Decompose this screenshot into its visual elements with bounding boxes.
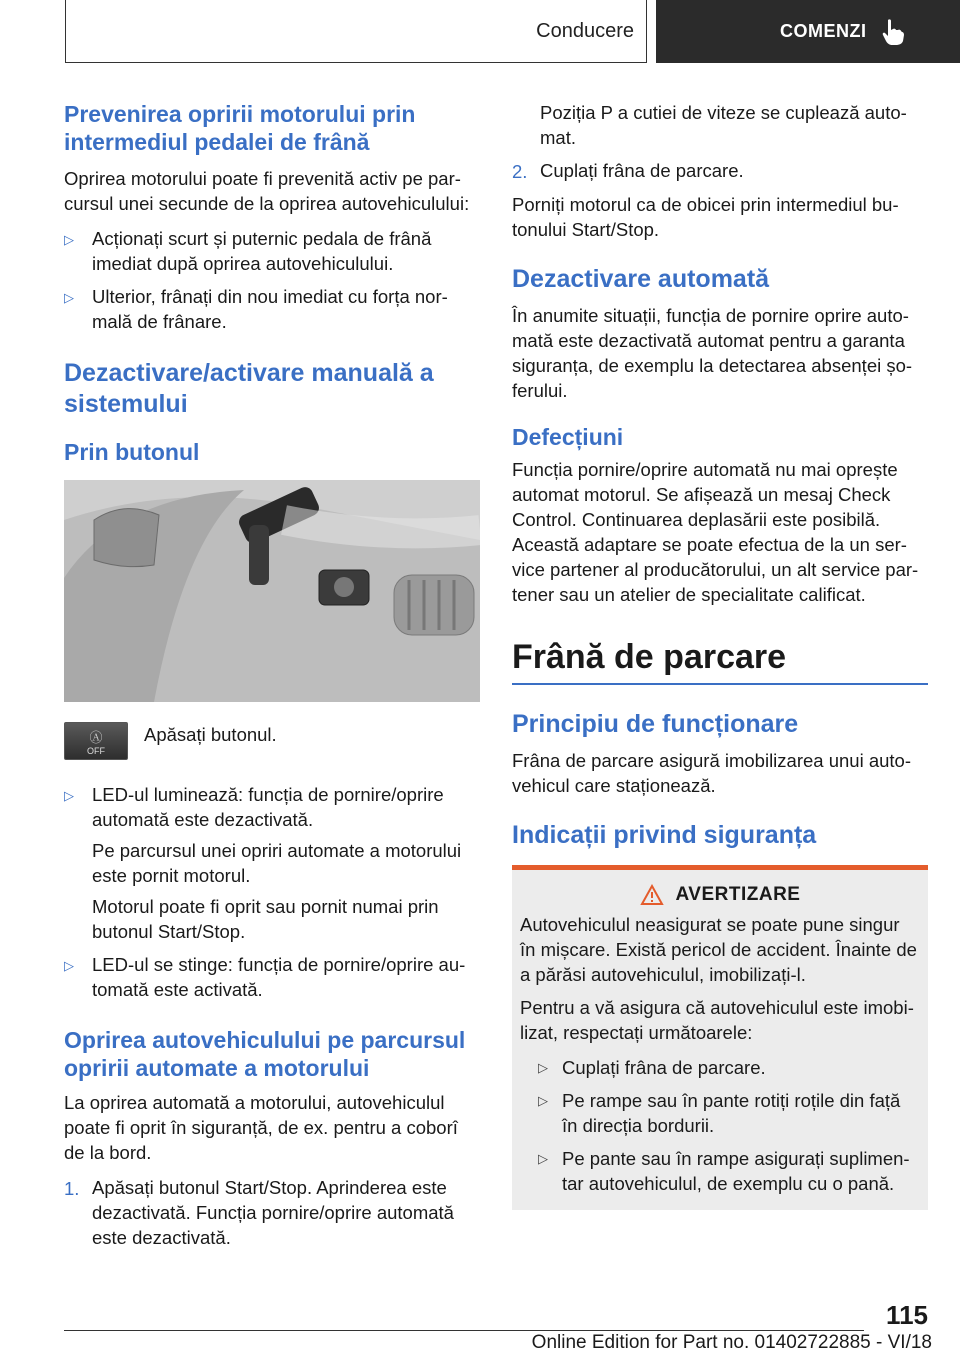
sub-paragraph: Motorul poate fi oprit sau pornit numai prin butonul Start/Stop. bbox=[92, 896, 439, 942]
footer-rule bbox=[64, 1330, 864, 1331]
page-number: 115 bbox=[886, 1300, 928, 1330]
heading-by-button: Prin butonul bbox=[64, 439, 200, 465]
triangle-bullet-icon: ▷ bbox=[64, 290, 74, 305]
triangle-bullet-icon: ▷ bbox=[538, 1093, 548, 1108]
bullet-list bbox=[64, 226, 480, 334]
title-rule bbox=[512, 683, 928, 685]
heading-principle: Principiu de funcționare bbox=[512, 710, 799, 738]
commands-tab-label: COMENZI bbox=[780, 21, 867, 41]
button-caption: Apăsați butonul. bbox=[144, 724, 277, 745]
list-item: ▷ Ulterior, frânați din nou imediat cu forța normală de frânare. bbox=[64, 286, 448, 332]
paragraph: Funcția pornire/oprire automată nu mai oprește automat motorul. Se afișează un mesaj Check Control. Continuarea deplasării este posibilă. Această adaptare se poate efectua de la un service partener al producătorului, un alt service partener sau un atelier de specialitate calificat. bbox=[512, 459, 919, 605]
commands-tab[interactable] bbox=[656, 0, 960, 63]
button-caption-row bbox=[64, 722, 480, 760]
section-tab-label: Conducere bbox=[536, 19, 634, 42]
list-item: ▷ LED-ul se stinge: funcția de pornire/oprire automată este activată. bbox=[64, 954, 466, 1000]
dashboard-photo bbox=[64, 480, 480, 702]
footer-edition: Online Edition for Part no. 01402722885 - VI/18 bbox=[531, 1332, 932, 1353]
triangle-bullet-icon: ▷ bbox=[64, 232, 74, 247]
pointing-hand-icon bbox=[881, 18, 905, 46]
heading-prevent-stop: Prevenirea opririi motorului prin intermediul pedalei de frână bbox=[64, 101, 416, 155]
bullet-list bbox=[64, 782, 480, 1002]
warning-title: AVERTIZARE bbox=[520, 884, 920, 906]
paragraph: Frâna de parcare asigură imobilizarea unui autovehicul care staționează. bbox=[512, 750, 912, 796]
warning-triangle-icon bbox=[640, 884, 664, 906]
numbered-step: 2. Cuplați frâna de parcare. bbox=[512, 160, 744, 182]
triangle-bullet-icon: ▷ bbox=[538, 1060, 548, 1075]
chapter-title: Frână de parcare bbox=[512, 638, 787, 676]
list-item: ▷ Pe pante sau în rampe asigurați suplimentar autovehiculul, de exemplu cu o pană. bbox=[520, 1146, 920, 1196]
section-tab[interactable] bbox=[65, 0, 647, 63]
paragraph: Porniți motorul ca de obicei prin intermediul butonului Start/Stop. bbox=[512, 194, 899, 240]
numbered-step: 1. Apăsați butonul Start/Stop. Aprinderea este dezactivată. Funcția pornire/oprire automată este dezactivată. bbox=[64, 1177, 454, 1248]
step-continuation: Poziția P a cutiei de viteze se cuplează automat. bbox=[540, 102, 907, 148]
sub-paragraph: Pe parcursul unei opriri automate a motorului este pornit motorul. bbox=[92, 840, 462, 886]
page-header bbox=[0, 0, 960, 66]
list-item: ▷ Pe rampe sau în pante rotiți roțile din față în direcția bordurii. bbox=[520, 1088, 920, 1138]
list-item: ▷ Acționați scurt și puternic pedala de frână imediat după oprirea autovehiculului. bbox=[64, 228, 432, 274]
heading-auto-deactivation: Dezactivare automată bbox=[512, 265, 770, 293]
left-column bbox=[64, 100, 480, 1250]
warning-list bbox=[520, 1055, 920, 1196]
steering-wheel-illustration bbox=[64, 480, 480, 702]
triangle-bullet-icon: ▷ bbox=[64, 788, 74, 803]
warning-paragraph: Pentru a vă asigura că autovehiculul este imobilizat, respectați următoarele: bbox=[520, 997, 914, 1043]
heading-faults: Defecțiuni bbox=[512, 424, 624, 450]
list-item: ▷ Cuplați frâna de parcare. bbox=[520, 1055, 920, 1080]
heading-manual-toggle: Dezactivare/activare manuală a sistemului bbox=[64, 359, 434, 418]
list-item: ▷ LED-ul luminează: funcția de pornire/oprire automată este dezactivată. bbox=[64, 784, 444, 830]
paragraph: În anumite situații, funcția de pornire oprire automată este dezactivată automat pentru a garanta siguranța, de exemplu la detectarea absenței șoferului. bbox=[512, 305, 913, 401]
warning-paragraph: Autovehiculul neasigurat se poate pune singur în mișcare. Există pericol de accident. Înainte de a părăsi autovehiculul, imobilizați-l. bbox=[520, 914, 917, 985]
paragraph: La oprirea automată a motorului, autovehiculul poate fi oprit în siguranță, de ex. pentru a coborî de la bord. bbox=[64, 1092, 458, 1163]
warning-box bbox=[512, 865, 928, 1210]
triangle-bullet-icon: ▷ bbox=[64, 958, 74, 973]
heading-safety: Indicații privind siguranța bbox=[512, 821, 817, 849]
heading-stop-during-auto: Oprirea autovehiculului pe parcursul opririi automate a motorului bbox=[64, 1027, 466, 1081]
triangle-bullet-icon: ▷ bbox=[538, 1151, 548, 1166]
auto-start-stop-off-button-icon: Ⓐ OFF bbox=[64, 722, 128, 760]
right-column bbox=[512, 100, 928, 1210]
paragraph: Oprirea motorului poate fi prevenită activ pe parcursul unei secunde de la oprirea autovehiculului: bbox=[64, 168, 470, 214]
